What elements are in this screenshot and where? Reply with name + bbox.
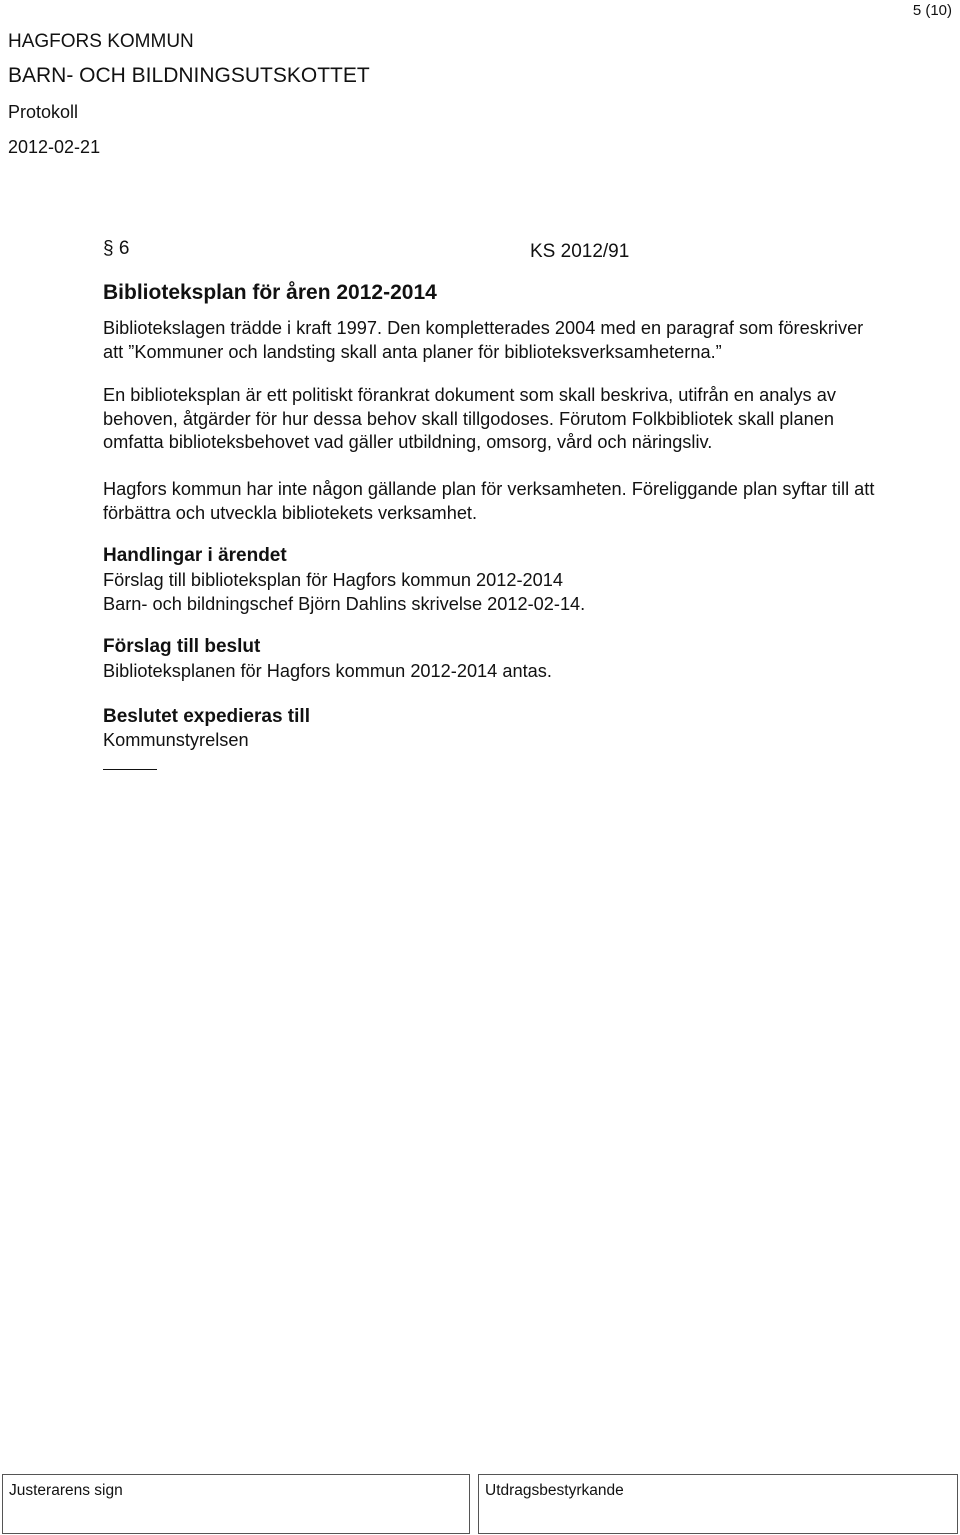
text-line: omfatta biblioteksbehovet vad gäller utbildning, omsorg, vård och näringsliv. bbox=[103, 432, 713, 452]
end-rule bbox=[103, 769, 157, 770]
utdragsbestyrkande-box bbox=[478, 1474, 958, 1534]
justerarens-sign-box bbox=[2, 1474, 470, 1534]
text-line: behoven, åtgärder för hur dessa behov skall tillgodoses. Förutom Folkbibliotek skall planen bbox=[103, 408, 834, 429]
document-type: Protokoll bbox=[8, 102, 79, 122]
text-line: Bibliotekslagen trädde i kraft 1997. Den kompletterades 2004 med en paragraf som föreskriver bbox=[103, 318, 864, 338]
expedieras-recipient bbox=[103, 729, 953, 753]
text-line: En biblioteksplan är ett politiskt förankrat dokument som skall beskriva, utifrån en analys av bbox=[103, 385, 836, 405]
text-line: Kommunstyrelsen bbox=[103, 730, 249, 750]
footer-label: Utdragsbestyrkande bbox=[485, 1482, 624, 1499]
handlingar-list bbox=[103, 569, 953, 616]
text-line: Hagfors kommun har inte någon gällande plan för verksamheten. Föreliggande plan syftar till att bbox=[103, 479, 875, 499]
list-item: Barn- och bildningschef Björn Dahlins skrivelse 2012-02-14. bbox=[103, 593, 586, 614]
text-line: att ”Kommuner och landsting skall anta planer för biblioteksverksamheterna.” bbox=[103, 341, 722, 362]
body-paragraph-2 bbox=[103, 384, 953, 455]
case-number: KS 2012/91 bbox=[530, 241, 630, 262]
committee-name: BARN- OCH BILDNINGSUTSKOTTET bbox=[8, 64, 370, 87]
handlingar-heading: Handlingar i ärendet bbox=[103, 545, 287, 566]
footer-label: Justerarens sign bbox=[9, 1482, 123, 1499]
page-number: 5 (10) bbox=[912, 2, 952, 19]
forslag-heading: Förslag till beslut bbox=[103, 636, 261, 657]
municipality-name: HAGFORS KOMMUN bbox=[8, 31, 194, 52]
text-line: förbättra och utveckla bibliotekets verksamhet. bbox=[103, 502, 478, 523]
section-title: Biblioteksplan för åren 2012-2014 bbox=[103, 281, 437, 304]
forslag-text bbox=[103, 660, 953, 684]
body-paragraph-3 bbox=[103, 478, 953, 525]
text-line: Biblioteksplanen för Hagfors kommun 2012-2014 antas. bbox=[103, 661, 552, 681]
expedieras-heading: Beslutet expedieras till bbox=[103, 706, 310, 727]
list-item: Förslag till biblioteksplan för Hagfors kommun 2012-2014 bbox=[103, 570, 563, 590]
paragraph-number: § 6 bbox=[103, 238, 130, 259]
body-paragraph-1 bbox=[103, 317, 953, 364]
meeting-date: 2012-02-21 bbox=[8, 137, 101, 157]
